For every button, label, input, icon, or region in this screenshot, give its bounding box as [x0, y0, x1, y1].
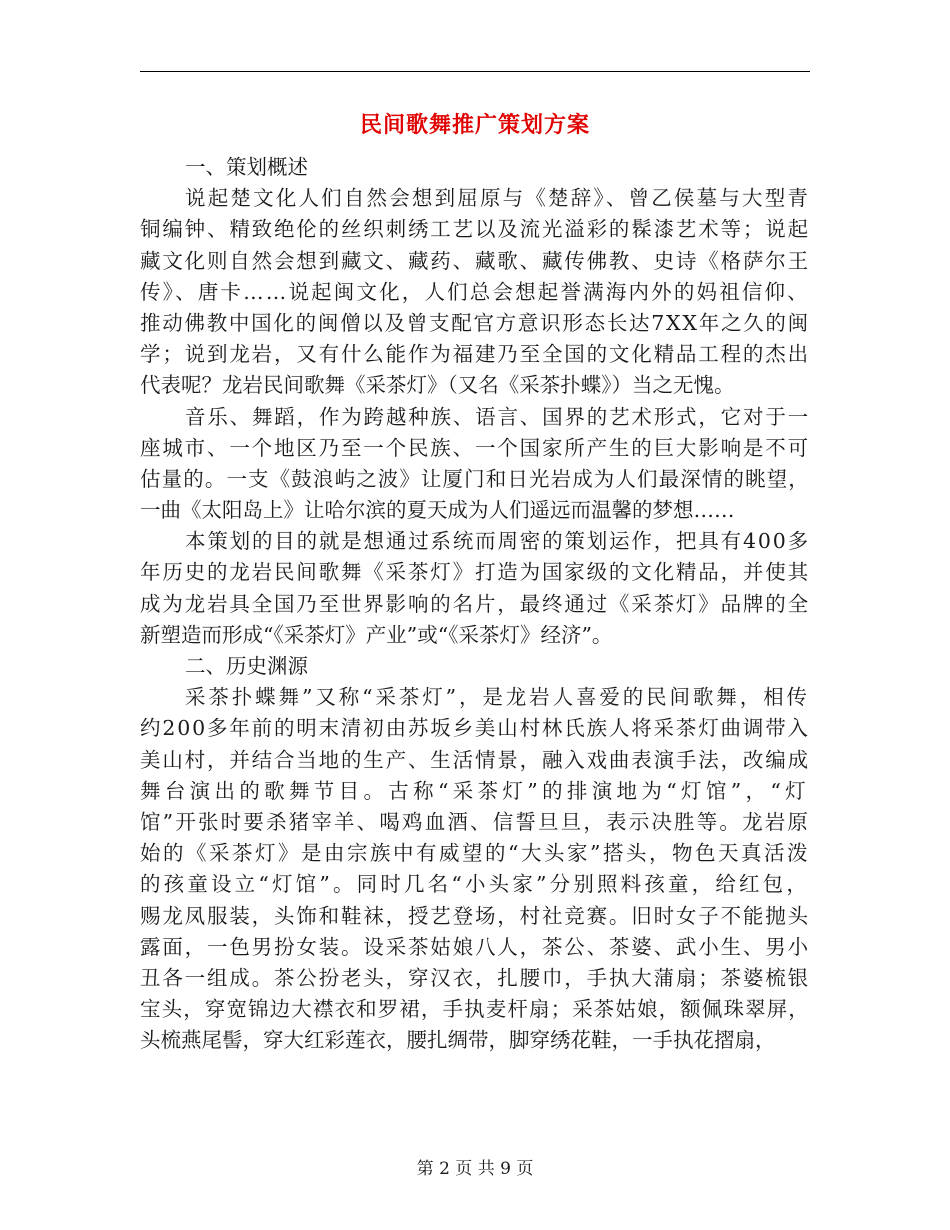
- text-line: 露面，一色男扮女装。设采茶姑娘八人，茶公、茶婆、武小生、男小: [140, 934, 810, 959]
- text-line: 音乐、舞蹈，作为跨越种族、语言、国界的艺术形式，它对于一: [185, 404, 810, 429]
- text-line: 宝头，穿宽锦边大襟衣和罗裙，手执麦杆扇；采茶姑娘，额佩珠翠屏，: [140, 997, 810, 1022]
- text-line: 头梳燕尾髻，穿大红彩莲衣，腰扎绸带，脚穿绣花鞋，一手执花摺扇，: [140, 1028, 776, 1053]
- text-line: 成为龙岩具全国乃至世界影响的名片，最终通过《采茶灯》品牌的全: [140, 591, 810, 616]
- text-line: 始的《采茶灯》是由宗族中有威望的“大头家”搭头，物色天真活泼: [140, 841, 810, 866]
- text-line: 年历史的龙岩民间歌舞《采茶灯》打造为国家级的文化精品，并使其: [140, 560, 810, 585]
- text-line: 藏文化则自然会想到藏文、藏药、藏歌、藏传佛教、史诗《格萨尔王: [140, 248, 810, 273]
- text-line: 赐龙凤服装，头饰和鞋袜，授艺登场，村社竞赛。旧时女子不能抛头: [140, 903, 810, 928]
- text-line: 本策划的目的就是想通过系统而周密的策划运作，把具有400多: [185, 529, 810, 554]
- text-line: 美山村，并结合当地的生产、生活情景，融入戏曲表演手法，改编成: [140, 747, 810, 772]
- text-line: 舞台演出的歌舞节目。古称“采茶灯”的排演地为“灯馆”，“灯: [140, 778, 810, 803]
- text-line: 传》、唐卡……说起闽文化，人们总会想起誉满海内外的妈祖信仰、: [140, 279, 810, 304]
- text-line: 约200多年前的明末清初由苏坂乡美山村林氏族人将采茶灯曲调带入: [140, 716, 810, 741]
- document-body: [140, 152, 810, 1056]
- text-line: 代表呢？龙岩民间歌舞《采茶灯》（又名《采茶扑蝶》）当之无愧。: [140, 373, 735, 398]
- document-title: 民间歌舞推广策划方案: [359, 112, 590, 138]
- text-line: 二、历史渊源: [185, 654, 308, 678]
- page-footer: 第 2 页 共 9 页: [416, 1159, 534, 1179]
- text-line: 说起楚文化人们自然会想到屈原与《楚辞》、曾乙侯墓与大型青: [185, 186, 810, 211]
- header-rule: [140, 71, 810, 72]
- text-line: 推动佛教中国化的闽僧以及曾支配官方意识形态长达7XX年之久的闽: [140, 310, 810, 335]
- text-line: 采茶扑蝶舞”又称“采茶灯”，是龙岩人喜爱的民间歌舞，相传: [185, 685, 810, 710]
- text-line: 座城市、一个地区乃至一个民族、一个国家所产生的巨大影响是不可: [140, 435, 810, 460]
- text-line: 的孩童设立“灯馆”。同时几名“小头家”分别照料孩童，给红包，: [140, 872, 810, 897]
- text-line: 一曲《太阳岛上》让哈尔滨的夏天成为人们遥远而温馨的梦想……: [140, 498, 735, 523]
- text-line: 估量的。一支《鼓浪屿之波》让厦门和日光岩成为人们最深情的眺望，: [140, 466, 810, 491]
- text-line: 学；说到龙岩，又有什么能作为福建乃至全国的文化精品工程的杰出: [140, 342, 810, 367]
- text-line: 馆”开张时要杀猪宰羊、喝鸡血酒、信誓旦旦，表示决胜等。龙岩原: [140, 809, 810, 834]
- text-line: 一、策划概述: [185, 155, 308, 179]
- text-line: 铜编钟、精致绝伦的丝织刺绣工艺以及流光溢彩的髹漆艺术等；说起: [140, 217, 810, 242]
- text-line: 丑各一组成。茶公扮老头，穿汉衣，扎腰巾，手执大蒲扇；茶婆梳银: [140, 965, 810, 990]
- text-line: 新塑造而形成“《采茶灯》产业”或“《采茶灯》经济”。: [140, 622, 613, 647]
